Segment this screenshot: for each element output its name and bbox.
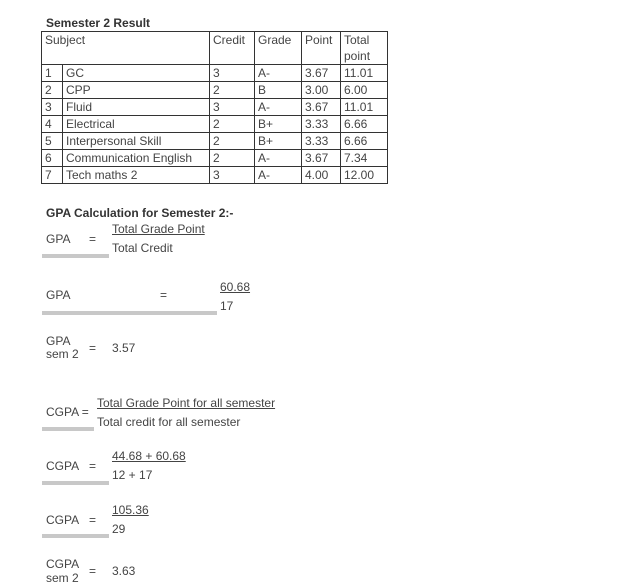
header-total: Total point bbox=[341, 32, 388, 65]
cgpa-result-label-line2: sem 2 bbox=[46, 571, 79, 585]
row-total: 6.66 bbox=[341, 116, 388, 133]
header-subject: Subject bbox=[42, 32, 210, 65]
row-total: 12.00 bbox=[341, 167, 388, 184]
formula4-numerator: 44.68 + 60.68 bbox=[112, 449, 186, 463]
row-total: 11.01 bbox=[341, 99, 388, 116]
row-subject: Electrical bbox=[63, 116, 210, 133]
gpa-result-value: 3.57 bbox=[112, 341, 136, 355]
row-subject: CPP bbox=[63, 82, 210, 99]
header-grade: Grade bbox=[255, 32, 302, 65]
row-credit: 2 bbox=[210, 116, 255, 133]
table-row bbox=[42, 99, 388, 116]
row-total: 6.66 bbox=[341, 133, 388, 150]
formula1-label: GPA bbox=[46, 232, 71, 246]
row-credit: 3 bbox=[210, 65, 255, 82]
row-point: 3.33 bbox=[302, 133, 341, 150]
table-header-row bbox=[42, 32, 388, 65]
highlight-bar bbox=[42, 427, 94, 431]
formula2-denominator: 17 bbox=[220, 299, 234, 313]
gpa-result-equals: = bbox=[89, 341, 97, 355]
highlight-bar bbox=[42, 481, 109, 485]
formula5-label: CGPA bbox=[46, 513, 80, 527]
row-grade: B bbox=[255, 82, 302, 99]
row-point: 3.33 bbox=[302, 116, 341, 133]
row-credit: 2 bbox=[210, 82, 255, 99]
row-no: 3 bbox=[42, 99, 63, 116]
row-total: 6.00 bbox=[341, 82, 388, 99]
row-no: 5 bbox=[42, 133, 63, 150]
formula4-label: CGPA bbox=[46, 459, 80, 473]
formula3-denominator: Total credit for all semester bbox=[97, 415, 241, 429]
row-no: 6 bbox=[42, 150, 63, 167]
header-credit: Credit bbox=[210, 32, 255, 65]
formula1-denominator: Total Credit bbox=[112, 241, 173, 255]
highlight-bar bbox=[42, 254, 109, 258]
formula4-equals: = bbox=[89, 459, 97, 473]
row-subject: GC bbox=[63, 65, 210, 82]
formula3-label: CGPA = bbox=[46, 405, 89, 419]
row-point: 3.00 bbox=[302, 82, 341, 99]
table-row bbox=[42, 133, 388, 150]
row-no: 1 bbox=[42, 65, 63, 82]
formula3-numerator: Total Grade Point for all semester bbox=[97, 396, 276, 410]
row-total: 11.01 bbox=[341, 65, 388, 82]
row-subject: Fluid bbox=[63, 99, 210, 116]
row-grade: B+ bbox=[255, 133, 302, 150]
row-point: 4.00 bbox=[302, 167, 341, 184]
formula5-numerator: 105.36 bbox=[112, 503, 149, 517]
row-subject: Interpersonal Skill bbox=[63, 133, 210, 150]
table-row bbox=[42, 116, 388, 133]
formula5-equals: = bbox=[89, 513, 97, 527]
highlight-bar bbox=[42, 534, 109, 538]
formula1-numerator: Total Grade Point bbox=[112, 222, 205, 236]
row-grade: A- bbox=[255, 99, 302, 116]
gpa-heading: GPA Calculation for Semester 2:- bbox=[46, 206, 234, 220]
gpa-result-label-line2: sem 2 bbox=[46, 347, 79, 361]
row-no: 2 bbox=[42, 82, 63, 99]
highlight-bar bbox=[42, 311, 217, 315]
formula2-label: GPA bbox=[46, 288, 71, 302]
row-credit: 2 bbox=[210, 133, 255, 150]
row-no: 7 bbox=[42, 167, 63, 184]
formula2-numerator: 60.68 bbox=[220, 280, 251, 294]
table-row bbox=[42, 82, 388, 99]
row-point: 3.67 bbox=[302, 65, 341, 82]
row-grade: A- bbox=[255, 150, 302, 167]
table-row bbox=[42, 65, 388, 82]
result-table bbox=[41, 31, 388, 184]
row-credit: 2 bbox=[210, 150, 255, 167]
row-subject: Communication English bbox=[63, 150, 210, 167]
row-grade: A- bbox=[255, 167, 302, 184]
row-credit: 3 bbox=[210, 99, 255, 116]
cgpa-result-value: 3.63 bbox=[112, 564, 136, 578]
formula5-denominator: 29 bbox=[112, 522, 126, 536]
row-credit: 3 bbox=[210, 167, 255, 184]
row-subject: Tech maths 2 bbox=[63, 167, 210, 184]
row-grade: B+ bbox=[255, 116, 302, 133]
formula4-denominator: 12 + 17 bbox=[112, 468, 153, 482]
cgpa-result-equals: = bbox=[89, 564, 97, 578]
table-row bbox=[42, 167, 388, 184]
row-point: 3.67 bbox=[302, 99, 341, 116]
formula1-equals: = bbox=[89, 232, 97, 246]
row-no: 4 bbox=[42, 116, 63, 133]
row-point: 3.67 bbox=[302, 150, 341, 167]
gpa-result-label-line1: GPA bbox=[46, 334, 71, 348]
row-total: 7.34 bbox=[341, 150, 388, 167]
header-point: Point bbox=[302, 32, 341, 65]
row-grade: A- bbox=[255, 65, 302, 82]
table-row bbox=[42, 150, 388, 167]
formula2-equals: = bbox=[160, 288, 168, 302]
page-title: Semester 2 Result bbox=[46, 16, 151, 30]
cgpa-result-label-line1: CGPA bbox=[46, 557, 80, 571]
